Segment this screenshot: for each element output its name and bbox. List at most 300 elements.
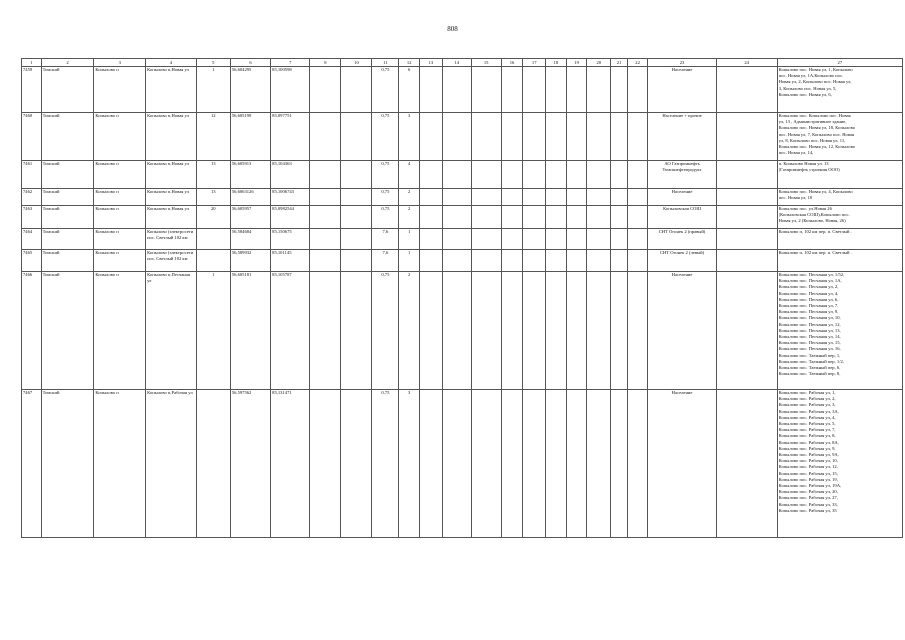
cell-c6: 56,597562 — [230, 390, 270, 538]
empty-cell — [310, 189, 341, 206]
empty-cell — [523, 272, 546, 390]
empty-cell — [420, 189, 443, 206]
address-line: Копылово пос. Песчаная ул, 9, — [778, 309, 839, 315]
column-header: 5 — [196, 59, 230, 67]
address-line: Копылово пос. Таежный пер, 8, — [778, 371, 841, 377]
empty-cell — [420, 161, 443, 189]
empty-cell — [523, 161, 546, 189]
column-header: 4 — [146, 59, 197, 67]
empty-cell — [627, 113, 648, 161]
empty-cell — [546, 189, 567, 206]
cell-c11: 7,6 — [372, 250, 399, 272]
address-line: пос. Новая ул, 10 — [778, 195, 813, 201]
cell-c23: Население — [648, 67, 716, 113]
empty-cell — [611, 229, 628, 250]
column-header: 15 — [471, 59, 501, 67]
cell-c1: 7461 — [22, 161, 42, 189]
column-header: 2 — [41, 59, 94, 67]
empty-cell — [501, 189, 523, 206]
column-header: 21 — [611, 59, 628, 67]
cell-c3: Копылово п — [94, 229, 146, 250]
empty-cell — [611, 161, 628, 189]
address-line: Копылово пос. Рабочая ул, 8А, — [778, 439, 839, 445]
address-line: (Газпромнефть строения ООО) — [778, 167, 840, 173]
cell-c6: 56,605913 — [230, 161, 270, 189]
cell-c5 — [196, 229, 230, 250]
cell-c23: Копыловская СОШ — [648, 206, 716, 229]
empty-cell — [523, 250, 546, 272]
empty-cell — [471, 272, 501, 390]
cell-c7: 85,1006743 — [271, 189, 310, 206]
cell-c2: Томский — [41, 189, 94, 206]
column-header: 10 — [341, 59, 372, 67]
cell-c5 — [196, 390, 230, 538]
column-header: 19 — [566, 59, 587, 67]
empty-cell — [310, 390, 341, 538]
empty-cell — [627, 390, 648, 538]
empty-cell — [310, 206, 341, 229]
empty-cell — [341, 272, 372, 390]
cell-c2: Томский — [41, 67, 94, 113]
address-line: Копылово пос. Песчаная ул, 14, — [778, 334, 841, 340]
address-line: Копылово пос. Рабочая ул, 15, — [778, 470, 838, 476]
cell-c12: 2 — [399, 272, 420, 390]
empty-cell — [611, 272, 628, 390]
empty-cell — [566, 189, 587, 206]
empty-cell — [627, 250, 648, 272]
cell-c4: Копылово п,Новая ул — [146, 161, 197, 189]
cell-c4: Копылово п,Новая ул — [146, 189, 197, 206]
empty-cell — [716, 229, 777, 250]
column-header: 1 — [22, 59, 42, 67]
address-line: Копылово пос. Песчаная ул, 6, — [778, 296, 839, 302]
address-line: Копылово п, 102 км пер. п. Светлый . — [778, 250, 852, 255]
cell-c12: 3 — [399, 113, 420, 161]
address-line: Копылово пос. Новая ул, 4, Копылово — [778, 189, 853, 194]
address-line: Новая ул, 2 (Копылово, Новая, 26) — [778, 218, 846, 224]
empty-cell — [716, 206, 777, 229]
address-line: Копылово пос. Рабочая ул, 9А, — [778, 452, 839, 458]
address-line: Копылово пос. Таежный пер, 6, — [778, 365, 841, 371]
cell-c2: Томский — [41, 272, 94, 390]
register-table — [21, 58, 903, 538]
cell-c11: 0,75 — [372, 189, 399, 206]
empty-cell — [310, 229, 341, 250]
empty-cell — [611, 250, 628, 272]
addresses-cell — [777, 272, 902, 390]
cell-c2: Томский — [41, 161, 94, 189]
empty-cell — [341, 390, 372, 538]
column-header: 13 — [420, 59, 443, 67]
empty-cell — [546, 272, 567, 390]
cell-c3: Копылово п — [94, 113, 146, 161]
address-line: Копылово пос. Песчаная ул, 1А, — [778, 278, 842, 284]
cell-c11: 0,75 — [372, 161, 399, 189]
cell-c2: Томский — [41, 250, 94, 272]
empty-cell — [716, 250, 777, 272]
empty-cell — [341, 250, 372, 272]
address-line: Копылово пос. Новая ул, 18, Копылово — [778, 125, 856, 131]
cell-c3: Копылово п — [94, 67, 146, 113]
cell-c6: 56,605199 — [230, 113, 270, 161]
address-line: Копылово пос. Рабочая ул, 4, — [778, 414, 836, 420]
address-line: Копылово пос. Рабочая ул, 5, — [778, 421, 836, 427]
table-row — [22, 250, 903, 272]
cell-c12: 1 — [399, 229, 420, 250]
cell-c23: СНТ Огонек 2 (левый) — [648, 250, 716, 272]
empty-cell — [566, 113, 587, 161]
cell-c2: Томский — [41, 206, 94, 229]
table-row — [22, 272, 903, 390]
empty-cell — [420, 67, 443, 113]
empty-cell — [310, 113, 341, 161]
cell-c6: 56,605957 — [230, 206, 270, 229]
empty-cell — [341, 189, 372, 206]
cell-c3: Копылово п — [94, 161, 146, 189]
address-line: Копылово пос. Рабочая ул, 19, — [778, 476, 838, 482]
cell-c5 — [196, 250, 230, 272]
cell-c5: 1 — [196, 272, 230, 390]
cell-c12: 3 — [399, 390, 420, 538]
empty-cell — [501, 113, 523, 161]
cell-c7: 85,100598 — [271, 67, 310, 113]
addresses-cell — [777, 67, 902, 113]
column-header: 12 — [399, 59, 420, 67]
cell-c12: 2 — [399, 189, 420, 206]
cell-c4: Копылово п,Рабочая ул — [146, 390, 197, 538]
empty-cell — [627, 229, 648, 250]
cell-c11: 7,6 — [372, 229, 399, 250]
empty-cell — [523, 390, 546, 538]
address-line: Копылово пос. Песчаная ул, 10, — [778, 315, 841, 321]
empty-cell — [566, 206, 587, 229]
cell-c4: Копылово (электросети пос. Светлый 102 км — [146, 229, 197, 250]
empty-cell — [471, 229, 501, 250]
addresses-cell — [777, 113, 902, 161]
empty-cell — [442, 161, 471, 189]
cell-c2: Томский — [41, 390, 94, 538]
address-line: Копылово пос. Копылово пос. Новая — [778, 113, 851, 118]
cell-c7: 85,0982544 — [271, 206, 310, 229]
address-line: Копылово пос. Рабочая ул, 27, — [778, 495, 838, 501]
empty-cell — [587, 113, 611, 161]
column-header: 14 — [442, 59, 471, 67]
empty-cell — [471, 206, 501, 229]
cell-c6: 56,605181 — [230, 272, 270, 390]
address-line: Копылово пос. Песчаная ул, 16, — [778, 346, 841, 352]
column-header: 22 — [627, 59, 648, 67]
empty-cell — [501, 229, 523, 250]
empty-cell — [501, 272, 523, 390]
table-row — [22, 206, 903, 229]
empty-cell — [310, 272, 341, 390]
empty-cell — [587, 161, 611, 189]
cell-c2: Томский — [41, 113, 94, 161]
empty-cell — [523, 113, 546, 161]
empty-cell — [627, 161, 648, 189]
empty-cell — [420, 390, 443, 538]
addresses-cell — [777, 229, 902, 250]
empty-cell — [587, 189, 611, 206]
cell-c7: 85,105787 — [271, 272, 310, 390]
cell-c1: 7464 — [22, 229, 42, 250]
empty-cell — [611, 390, 628, 538]
cell-c4: Копылово п,Новая ул — [146, 113, 197, 161]
empty-cell — [611, 113, 628, 161]
cell-c12: 6 — [399, 67, 420, 113]
column-header: 11 — [372, 59, 399, 67]
address-line: Копылово пос. Песчаная ул, 12, — [778, 321, 841, 327]
cell-c1: 7463 — [22, 206, 42, 229]
cell-c5: 13 — [196, 189, 230, 206]
column-header: 20 — [587, 59, 611, 67]
addresses-cell — [777, 206, 902, 229]
empty-cell — [546, 390, 567, 538]
address-line: Копылово пос. Песчаная ул, 15, — [778, 340, 841, 346]
cell-c6: 56,604295 — [230, 67, 270, 113]
empty-cell — [546, 67, 567, 113]
column-header: 16 — [501, 59, 523, 67]
address-line: Копылово пос. Песчаная ул, 1/52, — [778, 272, 845, 277]
empty-cell — [627, 206, 648, 229]
table-row — [22, 67, 903, 113]
empty-cell — [611, 206, 628, 229]
column-header: 17 — [523, 59, 546, 67]
address-line: Копылово пос. Рабочая ул, 7, — [778, 427, 836, 433]
empty-cell — [341, 67, 372, 113]
empty-cell — [546, 161, 567, 189]
empty-cell — [471, 113, 501, 161]
empty-cell — [501, 206, 523, 229]
column-header: 18 — [546, 59, 567, 67]
empty-cell — [471, 189, 501, 206]
address-line: Копылово пос. Рабочая ул, 12, — [778, 464, 838, 470]
empty-cell — [501, 67, 523, 113]
empty-cell — [566, 67, 587, 113]
address-line: ул, 8, Копылово пос. Новая ул, 11, — [778, 137, 846, 143]
empty-cell — [611, 67, 628, 113]
cell-c1: 7460 — [22, 113, 42, 161]
cell-c7: 85,150675 — [271, 229, 310, 250]
empty-cell — [546, 229, 567, 250]
empty-cell — [566, 272, 587, 390]
table-row — [22, 161, 903, 189]
empty-cell — [716, 189, 777, 206]
cell-c4: Копылово п,Песчаная ул — [146, 272, 197, 390]
address-line: Копылово пос. Рабочая ул, 35 — [778, 507, 837, 513]
column-header: 27 — [777, 59, 902, 67]
empty-cell — [587, 390, 611, 538]
address-line: Копылово пос. Рабочая ул, 8, — [778, 433, 836, 439]
cell-c11: 0,75 — [372, 67, 399, 113]
cell-c1: 7467 — [22, 390, 42, 538]
cell-c4: Копылово п,Новая ул — [146, 67, 197, 113]
address-line: Копылово пос. Песчаная ул, 7, — [778, 303, 839, 309]
column-header: 7 — [271, 59, 310, 67]
cell-c23: Население + прочие — [648, 113, 716, 161]
empty-cell — [420, 229, 443, 250]
empty-cell — [501, 161, 523, 189]
empty-cell — [716, 67, 777, 113]
empty-cell — [442, 189, 471, 206]
empty-cell — [587, 67, 611, 113]
empty-cell — [420, 250, 443, 272]
address-line: Копылово пос. Рабочая ул, 3, — [778, 402, 836, 408]
column-header: 24 — [716, 59, 777, 67]
column-header: 6 — [230, 59, 270, 67]
empty-cell — [420, 206, 443, 229]
empty-cell — [587, 206, 611, 229]
empty-cell — [471, 390, 501, 538]
cell-c2: Томский — [41, 229, 94, 250]
cell-c7: 85,097751 — [271, 113, 310, 161]
cell-c12: 1 — [399, 250, 420, 272]
table-row — [22, 113, 903, 161]
empty-cell — [442, 67, 471, 113]
cell-c3: Копылово п — [94, 189, 146, 206]
empty-cell — [627, 67, 648, 113]
empty-cell — [471, 250, 501, 272]
cell-c3: Копылово п — [94, 250, 146, 272]
cell-c3: Копылово п — [94, 272, 146, 390]
cell-c6: 56,589932 — [230, 250, 270, 272]
cell-c6: 56,584684 — [230, 229, 270, 250]
empty-cell — [587, 229, 611, 250]
empty-cell — [471, 67, 501, 113]
empty-cell — [442, 272, 471, 390]
empty-cell — [566, 390, 587, 538]
address-line: ул, 13 , Административное здание, — [778, 119, 847, 125]
empty-cell — [546, 250, 567, 272]
empty-cell — [341, 113, 372, 161]
empty-cell — [442, 206, 471, 229]
empty-cell — [420, 113, 443, 161]
empty-cell — [523, 206, 546, 229]
address-line: Копылово пос. Рабочая ул, 33, — [778, 501, 838, 507]
page-number: 808 — [447, 25, 458, 33]
address-line: Копылово пос. Новая ул, 1, Копылово — [778, 67, 853, 72]
empty-cell — [546, 206, 567, 229]
address-line: пос. Новая ул, 1А,Копылово пос. — [778, 73, 844, 79]
cell-c23: СНТ Огонек 2 (правый) — [648, 229, 716, 250]
cell-c5: 12 — [196, 113, 230, 161]
table-row — [22, 229, 903, 250]
empty-cell — [310, 67, 341, 113]
cell-c11: 0,75 — [372, 206, 399, 229]
cell-c12: 4 — [399, 161, 420, 189]
empty-cell — [501, 390, 523, 538]
cell-c23: АО Газпромнефть Томскнефтепродукт — [648, 161, 716, 189]
address-line: Копылово пос. Таежный пер, 1, — [778, 352, 841, 358]
address-line: Копылово пос. Рабочая ул, 9, — [778, 445, 836, 451]
address-line: Копылово пос. Новая ул, 6, — [778, 91, 832, 97]
addresses-cell — [777, 189, 902, 206]
table-row — [22, 189, 903, 206]
address-line: Копылово пос. ул.Новая 26 — [778, 206, 832, 211]
cell-c12: 2 — [399, 206, 420, 229]
address-line: 3, Копылово пос. Новая ул, 5, — [778, 85, 837, 91]
empty-cell — [501, 250, 523, 272]
column-header: 8 — [310, 59, 341, 67]
address-line: Копылово пос. Песчаная ул, 13, — [778, 327, 841, 333]
cell-c11: 0,75 — [372, 390, 399, 538]
empty-cell — [310, 250, 341, 272]
cell-c5: 1 — [196, 67, 230, 113]
cell-c7: 85,104363 — [271, 161, 310, 189]
empty-cell — [566, 250, 587, 272]
address-line: Копылово п, 102 км пер. п. Светлый . — [778, 229, 852, 234]
empty-cell — [716, 272, 777, 390]
empty-cell — [442, 390, 471, 538]
address-line: Копылово пос. Рабочая ул, 3А, — [778, 408, 839, 414]
addresses-cell — [777, 161, 902, 189]
address-line: пос. Новая ул, 14, — [778, 150, 814, 156]
column-header: 3 — [94, 59, 146, 67]
empty-cell — [523, 67, 546, 113]
empty-cell — [566, 229, 587, 250]
empty-cell — [310, 161, 341, 189]
empty-cell — [341, 229, 372, 250]
empty-cell — [442, 229, 471, 250]
address-line: Новая ул, 2, Копылово пос. Новая ул, — [778, 79, 852, 85]
cell-c4: Копылово п,Новая ул — [146, 206, 197, 229]
empty-cell — [716, 161, 777, 189]
address-line: Копылово пос. Таежный пер, 1/2, — [778, 358, 844, 364]
table-body — [22, 67, 903, 538]
cell-c23: Население — [648, 189, 716, 206]
cell-c1: 7462 — [22, 189, 42, 206]
table-row — [22, 390, 903, 538]
empty-cell — [716, 113, 777, 161]
empty-cell — [566, 161, 587, 189]
cell-c1: 7466 — [22, 272, 42, 390]
empty-cell — [523, 189, 546, 206]
empty-cell — [471, 161, 501, 189]
header-row — [22, 59, 903, 67]
cell-c23: Население — [648, 390, 716, 538]
cell-c5: 13 — [196, 161, 230, 189]
cell-c6: 56,6063126 — [230, 189, 270, 206]
column-header: 23 — [648, 59, 716, 67]
address-line: Копылово пос. Рабочая ул, 10, — [778, 458, 838, 464]
empty-cell — [546, 113, 567, 161]
address-line: Копылово пос. Рабочая ул, 1, — [778, 390, 836, 395]
addresses-cell — [777, 250, 902, 272]
address-line: Копылово пос. Песчаная ул, 4, — [778, 290, 839, 296]
cell-c1: 7465 — [22, 250, 42, 272]
cell-c7: 85,101145 — [271, 250, 310, 272]
empty-cell — [627, 272, 648, 390]
cell-c11: 0,75 — [372, 113, 399, 161]
empty-cell — [442, 250, 471, 272]
empty-cell — [611, 189, 628, 206]
address-line: Копылово пос. Песчаная ул, 2, — [778, 284, 839, 290]
address-line: п. Копылово Новая ул. 13 — [778, 161, 829, 166]
cell-c7: 85,131471 — [271, 390, 310, 538]
empty-cell — [341, 206, 372, 229]
empty-cell — [523, 229, 546, 250]
cell-c3: Копылово п — [94, 206, 146, 229]
cell-c4: Копылово (электросети пос. Светлый 102 км — [146, 250, 197, 272]
empty-cell — [716, 390, 777, 538]
cell-c23: Население — [648, 272, 716, 390]
addresses-cell — [777, 390, 902, 538]
empty-cell — [442, 113, 471, 161]
empty-cell — [587, 272, 611, 390]
address-line: Копылово пос. Рабочая ул, 19А, — [778, 483, 842, 489]
address-line: (Копыловская СОШ),Копылово пос. — [778, 212, 850, 218]
empty-cell — [341, 161, 372, 189]
